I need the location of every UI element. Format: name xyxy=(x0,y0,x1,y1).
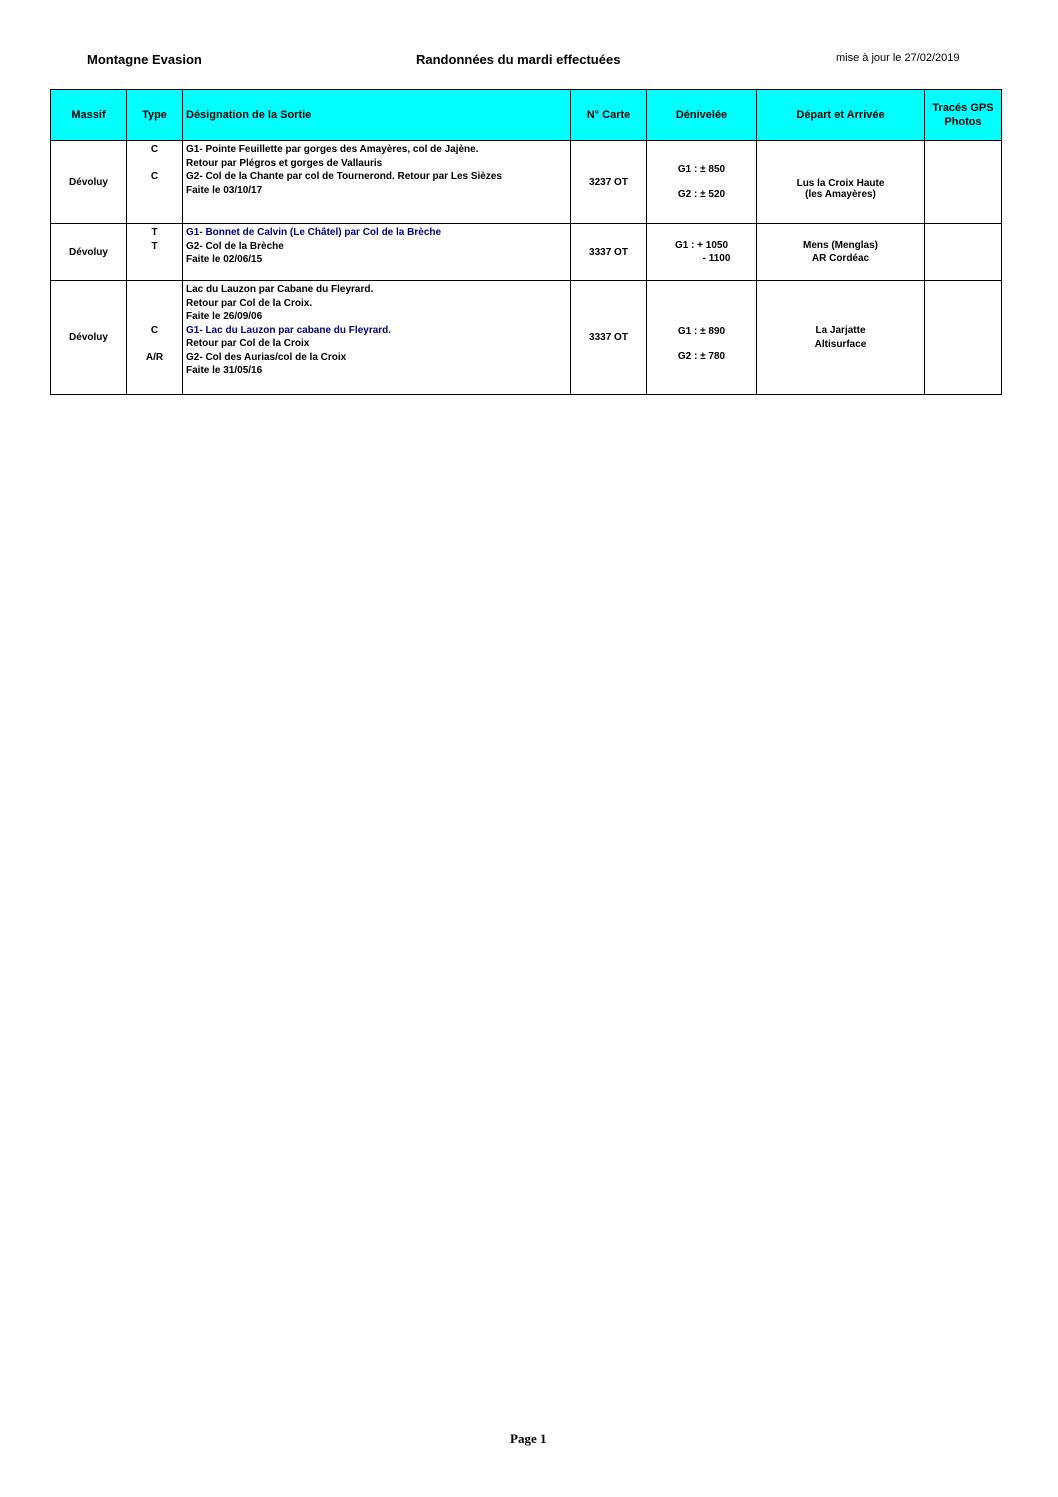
hikes-table xyxy=(50,89,1002,395)
cell-designation: G1- Pointe Feuillette par gorges des Amayères, col de Jajène. Retour par Plégros et gorges de Vallauris G2- Col de la Chante par col de Tournerond. Retour par Les Sièzes Faite le 03/10/17 xyxy=(183,141,571,224)
col-depart: Départ et Arrivée xyxy=(757,90,925,141)
table-header-row xyxy=(51,90,1002,141)
col-type: Type xyxy=(127,90,183,141)
cell-type: T T xyxy=(127,224,183,281)
cell-depart: Lus la Croix Haute (les Amayères) xyxy=(757,141,925,224)
cell-type: C A/R xyxy=(127,281,183,395)
cell-massif: Dévoluy xyxy=(51,224,127,281)
cell-designation: Lac du Lauzon par Cabane du Fleyrard. Retour par Col de la Croix. Faite le 26/09/06 G1- Lac du Lauzon par cabane du Fleyrard. Retour par Col de la Croix G2- Col des Aurias/col de la Croix Faite le 31/05/16 xyxy=(183,281,571,395)
cell-gps xyxy=(925,224,1002,281)
cell-gps xyxy=(925,141,1002,224)
cell-denivelee: G1 : ± 890 G2 : ± 780 xyxy=(647,281,757,395)
table-row xyxy=(51,224,1002,281)
cell-carte: 3337 OT xyxy=(571,224,647,281)
cell-carte: 3337 OT xyxy=(571,281,647,395)
col-designation: Désignation de la Sortie xyxy=(183,90,571,141)
cell-type: C C xyxy=(127,141,183,224)
cell-depart: La Jarjatte Altisurface xyxy=(757,281,925,395)
cell-massif: Dévoluy xyxy=(51,281,127,395)
cell-designation: G1- Bonnet de Calvin (Le Châtel) par Col de la Brèche G2- Col de la Brèche Faite le 02/06/15 xyxy=(183,224,571,281)
page-number: Page 1 xyxy=(510,1431,547,1446)
update-date: mise à jour le 27/02/2019 xyxy=(836,52,960,64)
cell-carte: 3237 OT xyxy=(571,141,647,224)
org-name: Montagne Evasion xyxy=(87,52,202,67)
col-denivelee: Dénivelée xyxy=(647,90,757,141)
cell-depart: Mens (Menglas) AR Cordéac xyxy=(757,224,925,281)
table-row xyxy=(51,281,1002,395)
cell-denivelee: G1 : + 1050 - 1100 xyxy=(647,224,757,281)
col-massif: Massif xyxy=(51,90,127,141)
table-row xyxy=(51,141,1002,224)
col-carte: N° Carte xyxy=(571,90,647,141)
document-title: Randonnées du mardi effectuées xyxy=(416,52,621,67)
col-gps: Tracés GPS Photos xyxy=(925,90,1002,141)
cell-denivelee: G1 : ± 850 G2 : ± 520 xyxy=(647,141,757,224)
cell-gps xyxy=(925,281,1002,395)
cell-massif: Dévoluy xyxy=(51,141,127,224)
